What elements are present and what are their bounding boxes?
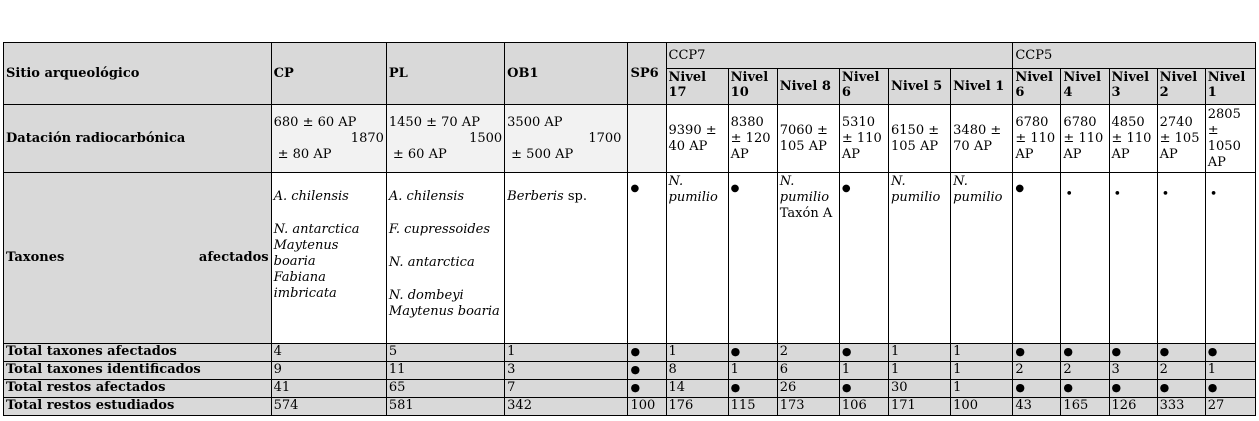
- ccp7-level-8: Nivel 8: [777, 69, 839, 105]
- ccp7-level-1: Nivel 1: [951, 69, 1013, 105]
- ccp5-4-taxa: •: [1061, 173, 1109, 344]
- ccp5-level-4: Nivel 4: [1061, 69, 1109, 105]
- totals-cell: 173: [777, 398, 839, 416]
- ccp5-header: CCP5: [1013, 43, 1256, 69]
- totals-cell: 1: [839, 362, 888, 380]
- ccp7-8-dating: 7060 ± 105 AP: [777, 105, 839, 173]
- totals-cell: 3: [1109, 362, 1157, 380]
- totals-row: [4, 380, 1256, 398]
- totals-cell: ●: [628, 362, 666, 380]
- pl-dating-line3: ± 60 AP: [392, 146, 447, 162]
- totals-cell: ●: [839, 344, 888, 362]
- pl-dating: [386, 105, 504, 173]
- ccp7-6-dating: 5310 ± 110 AP: [839, 105, 888, 173]
- totals-cell: ●: [1013, 380, 1061, 398]
- totals-cell: 11: [386, 362, 504, 380]
- totals-cell: ●: [1157, 344, 1205, 362]
- pl-taxon: F. cupressoides: [388, 222, 491, 237]
- ob1-header: OB1: [505, 43, 628, 105]
- totals-section: [4, 344, 1256, 416]
- totals-cell: 4: [271, 344, 386, 362]
- totals-cell: ●: [728, 344, 777, 362]
- ccp7-8-taxon-a: Taxón A: [779, 206, 833, 221]
- cp-taxon: Fabiana imbricata: [273, 270, 337, 301]
- ob1-dating-line1: 3500 AP: [507, 114, 563, 130]
- totals-cell: ●: [1205, 344, 1255, 362]
- cp-dating-line1: 680 ± 60 AP: [273, 114, 357, 130]
- pl-taxon: Maytenus boaria: [388, 304, 500, 319]
- totals-cell: 1: [889, 362, 951, 380]
- ccp5-3-dating: 4850 ± 110 AP: [1109, 105, 1157, 173]
- ccp5-6-dating: 6780 ± 110 AP: [1013, 105, 1061, 173]
- totals-cell: 115: [728, 398, 777, 416]
- totals-cell: 176: [666, 398, 728, 416]
- ccp7-1-dating: 3480 ± 70 AP: [951, 105, 1013, 173]
- cp-taxon: Maytenus boaria: [273, 238, 339, 269]
- totals-cell: 1: [951, 380, 1013, 398]
- pl-taxa: [386, 173, 504, 344]
- totals-cell: 9: [271, 362, 386, 380]
- pl-taxon: A. chilensis: [388, 189, 465, 204]
- totals-cell: 333: [1157, 398, 1205, 416]
- totals-cell: 2: [1061, 362, 1109, 380]
- totals-cell: 8: [666, 362, 728, 380]
- pl-header: PL: [386, 43, 504, 105]
- ccp7-header: CCP7: [666, 43, 1013, 69]
- ccp5-4-dating: 6780 ± 110 AP: [1061, 105, 1109, 173]
- totals-cell: 100: [951, 398, 1013, 416]
- site-header: Sitio arqueológico: [4, 43, 272, 105]
- taxa-label-word2: afectados: [198, 250, 269, 265]
- taxa-label: [4, 173, 272, 344]
- cp-header: CP: [271, 43, 386, 105]
- data-table: [3, 42, 1256, 416]
- totals-cell: 2: [777, 344, 839, 362]
- totals-row-label: Total taxones identificados: [4, 362, 272, 380]
- totals-cell: 7: [505, 380, 628, 398]
- totals-row-label: Total taxones afectados: [4, 344, 272, 362]
- ccp7-6-taxa: ●: [839, 173, 888, 344]
- ccp5-2-dating: 2740 ± 105 AP: [1157, 105, 1205, 173]
- totals-cell: 14: [666, 380, 728, 398]
- ccp5-1-taxa: •: [1205, 173, 1255, 344]
- totals-cell: 2: [1157, 362, 1205, 380]
- ccp7-17-taxa: N. pumilio: [666, 173, 728, 344]
- totals-cell: 1: [728, 362, 777, 380]
- ccp7-level-17: Nivel 17: [666, 69, 728, 105]
- ccp7-10-dating: 8380 ± 120 AP: [728, 105, 777, 173]
- ob1-taxon-sp: sp.: [563, 189, 587, 204]
- totals-cell: 1: [1205, 362, 1255, 380]
- totals-cell: 106: [839, 398, 888, 416]
- totals-cell: 126: [1109, 398, 1157, 416]
- ccp7-8-taxon: N. pumilio: [779, 174, 830, 205]
- totals-cell: 2: [1013, 362, 1061, 380]
- totals-cell: ●: [1157, 380, 1205, 398]
- ccp7-17-dating: 9390 ± 40 AP: [666, 105, 728, 173]
- totals-cell: 43: [1013, 398, 1061, 416]
- cp-dating-alt: 1870: [350, 130, 384, 146]
- totals-cell: 1: [951, 344, 1013, 362]
- ccp7-8-taxa: [777, 173, 839, 344]
- ccp5-2-taxa: •: [1157, 173, 1205, 344]
- totals-cell: 342: [505, 398, 628, 416]
- totals-row: [4, 344, 1256, 362]
- ob1-dating: [505, 105, 628, 173]
- cp-dating: [271, 105, 386, 173]
- totals-row-label: Total restos estudiados: [4, 398, 272, 416]
- cp-taxon: N. antarctica: [273, 222, 360, 237]
- totals-cell: 100: [628, 398, 666, 416]
- sp6-dating: [628, 105, 666, 173]
- totals-cell: 574: [271, 398, 386, 416]
- totals-cell: 1: [951, 362, 1013, 380]
- ccp5-1-dating: 2805 ± 1050 AP: [1205, 105, 1255, 173]
- cp-taxa: [271, 173, 386, 344]
- ccp7-level-6: Nivel 6: [839, 69, 888, 105]
- totals-cell: ●: [1013, 344, 1061, 362]
- pl-taxon: N. antarctica: [388, 255, 475, 270]
- totals-cell: 5: [386, 344, 504, 362]
- totals-row-label: Total restos afectados: [4, 380, 272, 398]
- sp6-header: SP6: [628, 43, 666, 105]
- ob1-dating-line3: ± 500 AP: [511, 146, 574, 162]
- ccp5-level-1: Nivel 1: [1205, 69, 1255, 105]
- totals-cell: 27: [1205, 398, 1255, 416]
- totals-cell: 165: [1061, 398, 1109, 416]
- ccp7-10-taxa: ●: [728, 173, 777, 344]
- totals-cell: ●: [1061, 380, 1109, 398]
- totals-cell: ●: [1205, 380, 1255, 398]
- pl-taxon: N. dombeyi: [388, 288, 464, 303]
- pl-dating-line1: 1450 ± 70 AP: [388, 114, 480, 130]
- totals-cell: 3: [505, 362, 628, 380]
- totals-cell: 30: [889, 380, 951, 398]
- ccp5-level-3: Nivel 3: [1109, 69, 1157, 105]
- totals-cell: ●: [628, 344, 666, 362]
- totals-cell: ●: [839, 380, 888, 398]
- ccp5-6-taxa: ●: [1013, 173, 1061, 344]
- totals-cell: 1: [889, 344, 951, 362]
- ob1-taxa: [505, 173, 628, 344]
- totals-cell: ●: [628, 380, 666, 398]
- totals-row: [4, 398, 1256, 416]
- totals-cell: ●: [1109, 344, 1157, 362]
- ccp5-level-6: Nivel 6: [1013, 69, 1061, 105]
- totals-cell: ●: [1109, 380, 1157, 398]
- ccp5-3-taxa: •: [1109, 173, 1157, 344]
- pl-dating-alt: 1500: [469, 130, 503, 146]
- totals-row: [4, 362, 1256, 380]
- ccp7-level-10: Nivel 10: [728, 69, 777, 105]
- totals-cell: ●: [728, 380, 777, 398]
- sp6-taxa: ●: [628, 173, 666, 344]
- totals-cell: 41: [271, 380, 386, 398]
- dating-label: Datación radiocarbónica: [4, 105, 272, 173]
- totals-cell: ●: [1061, 344, 1109, 362]
- cp-taxon: A. chilensis: [273, 189, 349, 204]
- ob1-dating-alt: 1700: [588, 130, 622, 146]
- totals-cell: 26: [777, 380, 839, 398]
- ccp5-level-2: Nivel 2: [1157, 69, 1205, 105]
- ccp7-5-dating: 6150 ± 105 AP: [889, 105, 951, 173]
- taxa-label-word1: Taxones: [6, 250, 65, 265]
- totals-cell: 6: [777, 362, 839, 380]
- totals-cell: 171: [889, 398, 951, 416]
- ccp7-5-taxa: N. pumilio: [889, 173, 951, 344]
- totals-cell: 1: [505, 344, 628, 362]
- totals-cell: 581: [386, 398, 504, 416]
- ob1-taxon-genus: Berberis: [507, 189, 564, 204]
- totals-cell: 1: [666, 344, 728, 362]
- ccp7-level-5: Nivel 5: [889, 69, 951, 105]
- ccp7-1-taxa: N. pumilio: [951, 173, 1013, 344]
- totals-cell: 65: [386, 380, 504, 398]
- cp-dating-line3: ± 80 AP: [277, 146, 332, 162]
